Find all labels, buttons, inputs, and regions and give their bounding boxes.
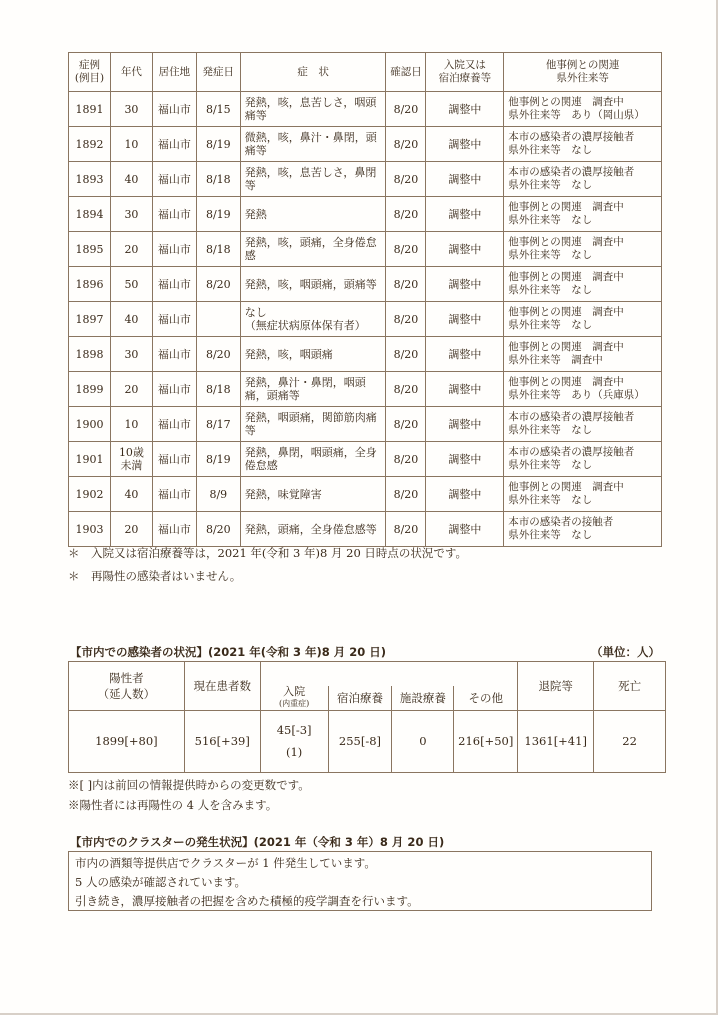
case-row [69,92,662,127]
case-residence: 福山市 [152,197,196,232]
case-age: 10 [110,127,152,162]
cluster-title: 【市内でのクラスターの発生状況】(2021 年（令和 3 年）8 月 20 日) [70,835,445,849]
case-row [69,442,662,477]
case-hospital-status: 調整中 [426,267,504,302]
header-hospital: 入院又は 宿泊療養等 [426,53,504,92]
case-symptoms: 発熱，咳，息苦しさ，咽頭痛等 [240,92,386,127]
case-case-id: 1895 [69,232,111,267]
case-age: 40 [110,302,152,337]
case-age: 40 [110,477,152,512]
case-symptoms: 発熱，咳，息苦しさ，鼻閉等 [240,162,386,197]
case-symptoms: 発熱 [240,197,386,232]
status-header-facility: 施設療養 [392,686,454,711]
case-case-id: 1894 [69,197,111,232]
case-hospital-status: 調整中 [426,302,504,337]
status-title: 【市内での感染者の状況】(2021 年(令和 3 年)8 月 20 日) [70,645,387,659]
case-relation: 他事例との関連 調査中 県外往来等 なし [504,232,662,267]
case-symptoms: 発熱，鼻汁・鼻閉，咽頭痛，頭痛等 [240,372,386,407]
case-confirmed: 8/20 [386,162,426,197]
case-case-id: 1903 [69,512,111,547]
case-relation: 他事例との関連 調査中 県外往来等 あり（兵庫県） [504,372,662,407]
case-relation: 他事例との関連 調査中 県外往来等 あり（岡山県） [504,92,662,127]
case-hospital-status: 調整中 [426,372,504,407]
case-onset: 8/17 [196,407,240,442]
case-case-id: 1891 [69,92,111,127]
case-case-id: 1902 [69,477,111,512]
case-confirmed: 8/20 [386,197,426,232]
status-table [68,661,666,773]
case-confirmed: 8/20 [386,477,426,512]
status-header-hospital: 入院 (内重症) [260,686,328,711]
case-residence: 福山市 [152,92,196,127]
case-row [69,337,662,372]
case-hospital-status: 調整中 [426,442,504,477]
case-age: 40 [110,162,152,197]
status-header-discharged: 退院等 [518,662,594,711]
case-case-id: 1901 [69,442,111,477]
case-row [69,127,662,162]
case-age: 20 [110,372,152,407]
header-case: 症例 (例目) [69,53,111,92]
case-row [69,407,662,442]
note-hospital-status: ＊ 入院又は宿泊療養等は，2021 年(令和 3 年)8 月 20 日時点の状況です。 [68,546,468,560]
case-onset: 8/19 [196,127,240,162]
case-relation: 本市の感染者の接触者 県外往来等 なし [504,512,662,547]
header-symptoms: 症 状 [240,53,386,92]
case-hospital-status: 調整中 [426,197,504,232]
case-row [69,267,662,302]
case-hospital-status: 調整中 [426,162,504,197]
case-onset: 8/15 [196,92,240,127]
case-relation: 本市の感染者の濃厚接触者 県外往来等 なし [504,162,662,197]
cluster-box [68,851,652,911]
case-hospital-status: 調整中 [426,92,504,127]
case-confirmed: 8/20 [386,512,426,547]
case-row [69,162,662,197]
case-onset: 8/19 [196,442,240,477]
case-hospital-status: 調整中 [426,512,504,547]
case-symptoms: 発熱，咽頭痛，関節筋肉痛等 [240,407,386,442]
header-residence: 居住地 [152,53,196,92]
case-case-id: 1892 [69,127,111,162]
case-symptoms: 発熱，頭痛，全身倦怠感等 [240,512,386,547]
status-header-death: 死亡 [594,662,666,711]
case-residence: 福山市 [152,512,196,547]
case-confirmed: 8/20 [386,127,426,162]
case-onset: 8/18 [196,232,240,267]
case-relation: 他事例との関連 調査中 県外往来等 なし [504,477,662,512]
status-note-change: ※[ ]内は前回の情報提供時からの変更数です。 [68,778,310,792]
case-onset: 8/18 [196,162,240,197]
case-case-id: 1900 [69,407,111,442]
status-value-discharged: 1361[+41] [518,710,594,772]
case-confirmed: 8/20 [386,372,426,407]
cases-table [68,52,662,547]
status-note-re-positive: ※陽性者には再陽性の 4 人を含みます。 [68,798,278,812]
case-symptoms: 微熱，咳，鼻汁・鼻閉，頭痛等 [240,127,386,162]
case-age: 30 [110,92,152,127]
case-case-id: 1893 [69,162,111,197]
case-case-id: 1897 [69,302,111,337]
cluster-line: 市内の酒類等提供店でクラスターが 1 件発生しています。 [75,856,376,870]
case-confirmed: 8/20 [386,232,426,267]
status-header-hotel: 宿泊療養 [328,686,392,711]
case-onset: 8/18 [196,372,240,407]
case-case-id: 1899 [69,372,111,407]
case-age: 20 [110,512,152,547]
case-confirmed: 8/20 [386,267,426,302]
case-row [69,477,662,512]
case-residence: 福山市 [152,232,196,267]
case-hospital-status: 調整中 [426,407,504,442]
case-row [69,197,662,232]
note-re-positive: ＊ 再陽性の感染者はいません。 [68,569,242,583]
case-onset [196,302,240,337]
case-age: 50 [110,267,152,302]
case-relation: 他事例との関連 調査中 県外往来等 調査中 [504,337,662,372]
case-symptoms: なし （無症状病原体保有者） [240,302,386,337]
status-header-positive: 陽性者 （延人数） [69,662,185,711]
case-confirmed: 8/20 [386,407,426,442]
case-onset: 8/20 [196,512,240,547]
case-confirmed: 8/20 [386,442,426,477]
case-hospital-status: 調整中 [426,337,504,372]
case-hospital-status: 調整中 [426,477,504,512]
cluster-line: 5 人の感染が確認されています。 [75,875,247,889]
case-symptoms: 発熱，咳，咽頭痛 [240,337,386,372]
status-header-other: その他 [454,686,518,711]
case-case-id: 1898 [69,337,111,372]
case-confirmed: 8/20 [386,302,426,337]
case-onset: 8/19 [196,197,240,232]
case-row [69,372,662,407]
case-hospital-status: 調整中 [426,127,504,162]
case-case-id: 1896 [69,267,111,302]
case-relation: 他事例との関連 調査中 県外往来等 なし [504,267,662,302]
case-relation: 本市の感染者の濃厚接触者 県外往来等 なし [504,442,662,477]
case-residence: 福山市 [152,302,196,337]
case-residence: 福山市 [152,372,196,407]
case-relation: 本市の感染者の濃厚接触者 県外往来等 なし [504,407,662,442]
case-residence: 福山市 [152,162,196,197]
case-residence: 福山市 [152,127,196,162]
header-confirmed: 確認日 [386,53,426,92]
status-value-hospital: 45[-3] (1) [260,710,328,772]
cases-header-row [69,53,662,92]
case-onset: 8/20 [196,337,240,372]
case-residence: 福山市 [152,337,196,372]
case-row [69,302,662,337]
case-relation: 他事例との関連 調査中 県外往来等 なし [504,302,662,337]
case-onset: 8/20 [196,267,240,302]
header-age: 年代 [110,53,152,92]
case-confirmed: 8/20 [386,92,426,127]
case-relation: 他事例との関連 調査中 県外往来等 なし [504,197,662,232]
status-value-hotel: 255[-8] [328,710,392,772]
case-age: 30 [110,337,152,372]
case-age: 10歳 未満 [110,442,152,477]
status-value-positive: 1899[+80] [69,710,185,772]
status-value-other: 216[+50] [454,710,518,772]
status-value-death: 22 [594,710,666,772]
case-symptoms: 発熱，鼻閉，咽頭痛，全身倦怠感 [240,442,386,477]
cluster-line: 引き続き，濃厚接触者の把握を含めた積極的疫学調査を行います。 [75,894,419,908]
case-relation: 本市の感染者の濃厚接触者 県外往来等 なし [504,127,662,162]
case-residence: 福山市 [152,407,196,442]
case-residence: 福山市 [152,477,196,512]
case-symptoms: 発熱，味覚障害 [240,477,386,512]
case-symptoms: 発熱，咳，頭痛，全身倦怠感 [240,232,386,267]
case-age: 20 [110,232,152,267]
status-header-current: 現在患者数 [184,662,260,711]
case-residence: 福山市 [152,267,196,302]
header-onset: 発症日 [196,53,240,92]
case-residence: 福山市 [152,442,196,477]
case-hospital-status: 調整中 [426,232,504,267]
status-value-facility: 0 [392,710,454,772]
case-age: 30 [110,197,152,232]
case-age: 10 [110,407,152,442]
case-confirmed: 8/20 [386,337,426,372]
case-onset: 8/9 [196,477,240,512]
header-relation: 他事例との関連 県外往来等 [504,53,662,92]
case-row [69,512,662,547]
status-value-current: 516[+39] [184,710,260,772]
status-unit: （単位：人） [591,645,660,659]
case-row [69,232,662,267]
case-symptoms: 発熱，咳，咽頭痛，頭痛等 [240,267,386,302]
